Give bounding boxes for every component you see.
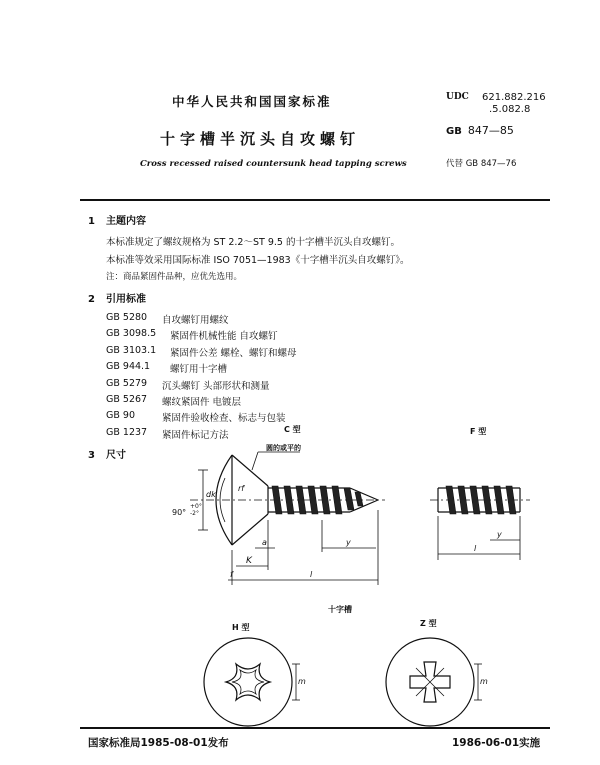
h-recess <box>204 638 300 726</box>
reference-code: GB 5280 <box>106 312 148 323</box>
reference-title: 紧固件机械性能 自攻螺钉 <box>170 331 278 343</box>
reference-title: 紧固件验收检查、标志与包装 <box>162 413 286 425</box>
reference-code: GB 3103.1 <box>106 344 157 356</box>
reference-title: 自攻螺钉用螺纹 <box>162 315 229 326</box>
section-3-title: 尺寸 <box>106 450 126 461</box>
title-cn: 十字槽半沉头自攻螺钉 <box>160 130 361 148</box>
label-type-z: Z 型 <box>420 619 437 628</box>
label-angle-tolerance: +0° -2° <box>190 503 202 517</box>
label-angle: 90° <box>172 508 187 517</box>
label-type-c: C 型 <box>284 425 301 434</box>
label-a: a <box>262 538 267 547</box>
label-z-m: m <box>480 677 488 686</box>
reference-title: 螺钉用十字槽 <box>170 364 228 376</box>
footer-issued: 国家标准局1985-08-01发布 <box>88 737 229 749</box>
reference-title: 紧固件公差 螺栓、螺钉和螺母 <box>170 347 297 359</box>
udc-code-line1: 621.882.216 <box>482 92 546 103</box>
reference-code: GB 944.1 <box>106 361 151 373</box>
reference-title: 螺纹紧固件 电镀层 <box>162 397 242 408</box>
title-en: Cross recessed raised countersunk head tapping screws <box>140 159 407 169</box>
label-f-type-y: y <box>497 530 502 539</box>
label-k: K <box>246 556 252 566</box>
z-recess <box>386 638 482 726</box>
gb-label: GB <box>446 126 462 137</box>
footer-rule <box>80 727 550 729</box>
reference-title: 紧固件标记方法 <box>162 429 229 441</box>
label-rounded-or-flat: 圆的或平的 <box>266 444 301 452</box>
section-1-note: 注：商品紧固件品种，应优先选用。 <box>106 272 243 282</box>
reference-title: 沉头螺钉 头部形状和测量 <box>162 380 270 392</box>
gb-number-value: 847—85 <box>467 124 514 137</box>
section-3-num: 3 <box>88 450 95 461</box>
label-dk: dk <box>206 490 216 499</box>
section-2-num: 2 <box>88 294 95 305</box>
label-rf: rf <box>238 484 245 493</box>
section-1-para-2: 本标准等效采用国际标准 ISO 7051—1983《十字槽半沉头自攻螺钉》。 <box>106 255 410 266</box>
reference-code: GB 3098.5 <box>106 328 157 340</box>
reference-code: GB 1237 <box>106 426 148 438</box>
section-1-para-1: 本标准规定了螺纹规格为 ST 2.2～ST 9.5 的十字槽半沉头自攻螺钉。 <box>106 237 400 248</box>
replaces-note: 代替 GB 847—76 <box>446 159 517 169</box>
label-y: y <box>346 538 351 547</box>
label-l: l <box>310 570 313 579</box>
udc-code-line2: .5.082.8 <box>489 104 531 115</box>
section-1-title: 主题内容 <box>106 216 146 227</box>
udc-label: UDC <box>446 92 469 102</box>
label-h-m: m <box>298 677 306 686</box>
section-1-num: 1 <box>88 216 95 227</box>
reference-code: GB 5267 <box>106 394 148 405</box>
label-f-type-l: l <box>474 544 477 553</box>
reference-code: GB 5279 <box>106 377 148 389</box>
section-2-title: 引用标准 <box>106 294 146 305</box>
label-f: f <box>230 570 233 579</box>
standard-name: 中华人民共和国国家标准 <box>172 94 332 109</box>
reference-code: GB 90 <box>106 410 135 422</box>
label-cross-recess: 十字槽 <box>328 605 352 614</box>
label-type-f: F 型 <box>470 427 487 436</box>
footer-effective: 1986-06-01实施 <box>452 737 541 749</box>
label-type-h: H 型 <box>232 623 250 632</box>
